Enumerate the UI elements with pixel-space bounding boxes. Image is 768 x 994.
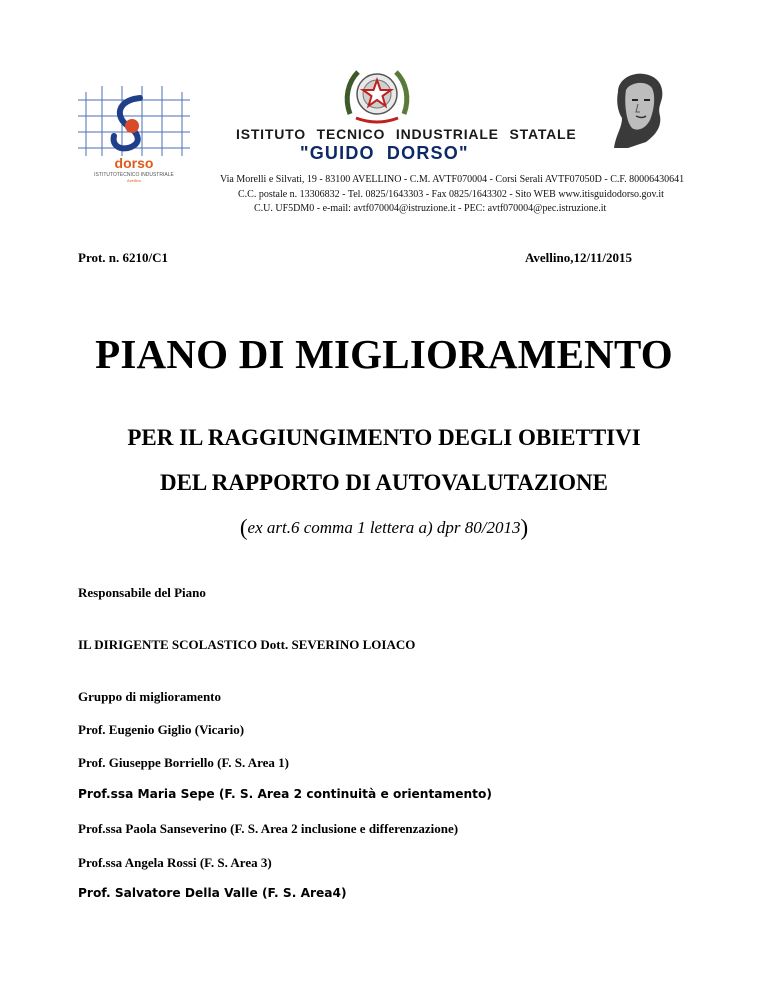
member-item: Prof. Salvatore Della Valle (F. S. Area4) — [78, 886, 347, 900]
member-item: Prof. Giuseppe Borriello (F. S. Area 1) — [78, 755, 289, 770]
member-item: Prof. Eugenio Giglio (Vicario) — [78, 722, 245, 737]
address-line-2: C.C. postale n. 13306832 - Tel. 0825/1643303 - Fax 0825/1643302 - Sito WEB www.itisguidodorso.gov.it — [238, 189, 664, 200]
address-line-1: Via Morelli e Silvati, 19 - 83100 AVELLINO - C.M. AVTF070004 - Corsi Serali AVTF07050D - C.F. 80006430641 — [220, 174, 685, 185]
member-item: Prof.ssa Paola Sanseverino (F. S. Area 2 inclusione e differenzazione) — [78, 821, 459, 836]
group-heading: Gruppo di miglioramento — [78, 689, 222, 704]
school-name: ISTITUTO TECNICO INDUSTRIALE STATALE — [236, 126, 577, 142]
address-line-3: C.U. UF5DM0 - e-mail: avtf070004@istruzione.it - PEC: avtf070004@pec.istruzione.it — [254, 203, 607, 214]
legal-reference — [0, 515, 768, 541]
protocol-number: Prot. n. 6210/C1 — [78, 250, 169, 265]
logo-caption: ISTITUTOTECNICO INDUSTRIALE — [94, 172, 174, 178]
reference-open-paren: ( — [239, 515, 248, 540]
subtitle-line-1: PER IL RAGGIUNGIMENTO DEGLI OBIETTIVI — [127, 425, 641, 450]
school-logo — [78, 86, 190, 182]
reference-text: ex art.6 comma 1 lettera a) dpr 80/2013 — [247, 518, 521, 537]
logo-caption-small: Avellino — [127, 178, 141, 182]
school-subname: "GUIDO DORSO" — [300, 143, 469, 163]
subtitle-line-2: DEL RAPPORTO DI AUTOVALUTAZIONE — [159, 470, 608, 495]
republic-emblem — [342, 64, 412, 128]
member-item: Prof.ssa Maria Sepe (F. S. Area 2 continuità e orientamento) — [78, 787, 492, 801]
portrait-image — [608, 72, 670, 148]
document-title: PIANO DI MIGLIORAMENTO — [95, 331, 673, 377]
place-date: Avellino,12/11/2015 — [524, 250, 632, 265]
responsible-heading: Responsabile del Piano — [78, 585, 206, 600]
reference-close-paren: ) — [520, 515, 529, 540]
member-item: Prof.ssa Angela Rossi (F. S. Area 3) — [78, 855, 272, 870]
logo-text: dorso — [114, 155, 154, 171]
responsible-name: IL DIRIGENTE SCOLASTICO Dott. SEVERINO LOIACO — [78, 637, 416, 652]
